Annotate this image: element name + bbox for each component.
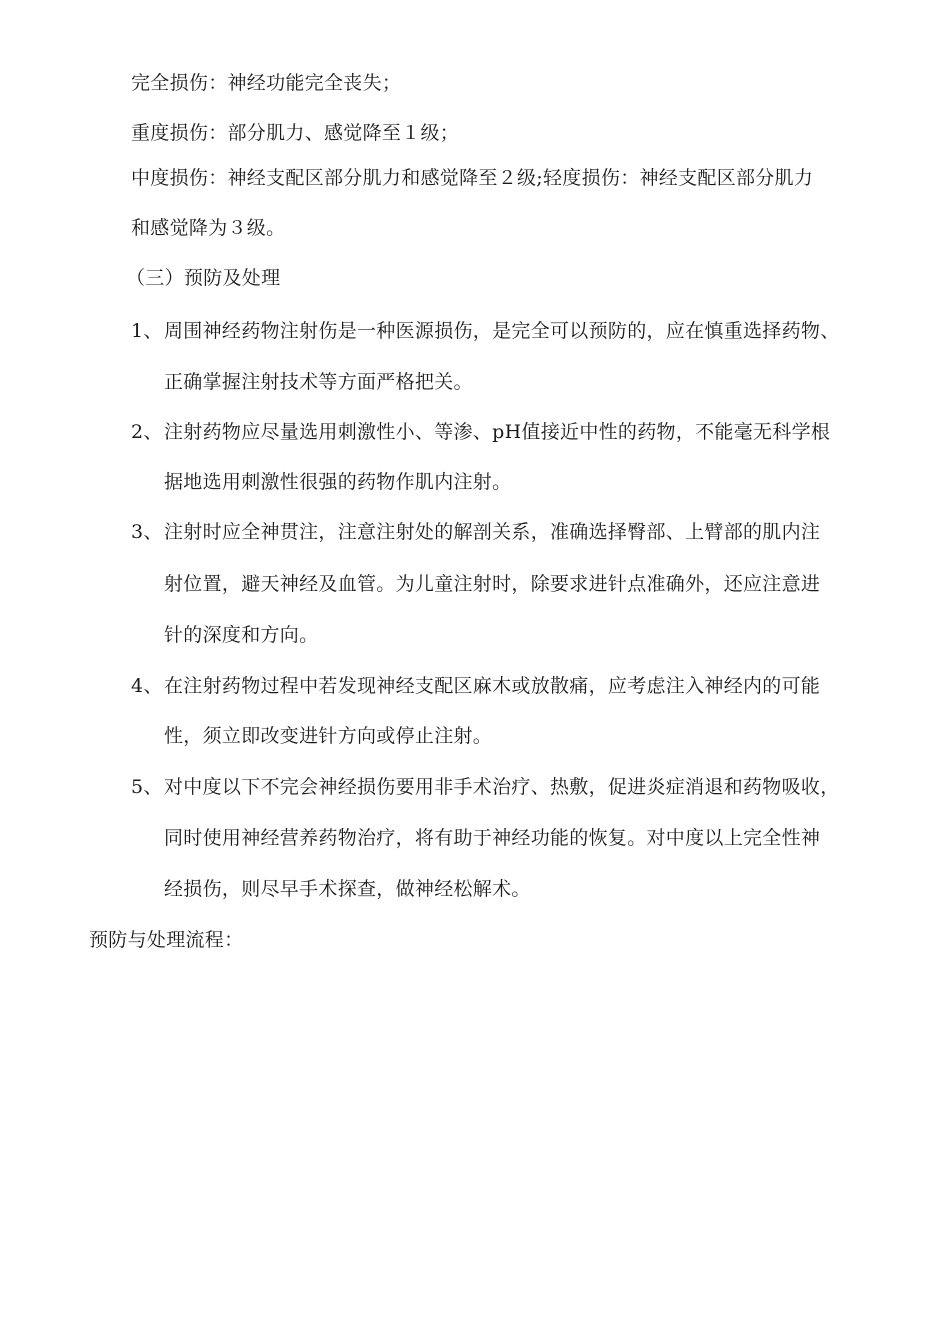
list-item-text: 对中度以下不完会神经损伤要用非手术治疗、热敷，促进炎症消退和药物吸收， [164, 776, 840, 798]
list-item-3-continued: 针的深度和方向。 [164, 624, 319, 646]
list-item-4-continued: 性，须立即改变进针方向或停止注射。 [164, 725, 493, 747]
grade-moderate-mild: 中度损伤：神经支配区部分肌力和感觉降至２级;轻度损伤：神经支配区部分肌力 [131, 167, 814, 189]
list-item-3 [131, 519, 820, 545]
grade-complete: 完全损伤：神经功能完全丧失； [131, 72, 402, 94]
list-item-text: 注射时应全神贯注，注意注射处的解剖关系，准确选择臀部、上臂部的肌内注 [164, 521, 821, 543]
grade-mild-continued: 和感觉降为３级。 [131, 217, 286, 239]
flow-label: 预防与处理流程： [89, 929, 244, 951]
list-number: 5、 [131, 776, 163, 798]
list-item-5-continued: 经损伤，则尽早手术探查，做神经松解术。 [164, 878, 531, 900]
list-item-4 [131, 673, 820, 699]
list-item-5-continued: 同时使用神经营养药物治疗，将有助于神经功能的恢复。对中度以上完全性神 [164, 827, 821, 849]
list-item-1 [131, 318, 840, 344]
list-item-3-continued: 射位置，避天神经及血管。为儿童注射时，除要求进针点准确外，还应注意进 [164, 573, 821, 595]
list-number: 4、 [131, 675, 163, 697]
section-heading: （三）预防及处理 [126, 267, 281, 289]
list-item-text: 在注射药物过程中若发现神经支配区麻木或放散痛，应考虑注入神经内的可能 [164, 675, 821, 697]
list-number: 3、 [131, 521, 163, 543]
list-number: 1、 [131, 320, 163, 342]
list-item-1-continued: 正确掌握注射技术等方面严格把关。 [164, 371, 473, 393]
grade-severe: 重度损伤：部分肌力、感觉降至１级； [131, 122, 460, 144]
list-item-2-continued: 据地选用刺激性很强的药物作肌内注射。 [164, 471, 512, 493]
list-item-2 [131, 419, 830, 445]
list-item-text: 周围神经药物注射伤是一种医源损伤，是完全可以预防的，应在慎重选择药物、 [164, 320, 840, 342]
list-item-5 [131, 774, 840, 800]
list-number: 2、 [131, 421, 163, 443]
list-item-text: 注射药物应尽量选用刺激性小、等渗、pH值接近中性的药物，不能毫无科学根 [164, 421, 831, 443]
